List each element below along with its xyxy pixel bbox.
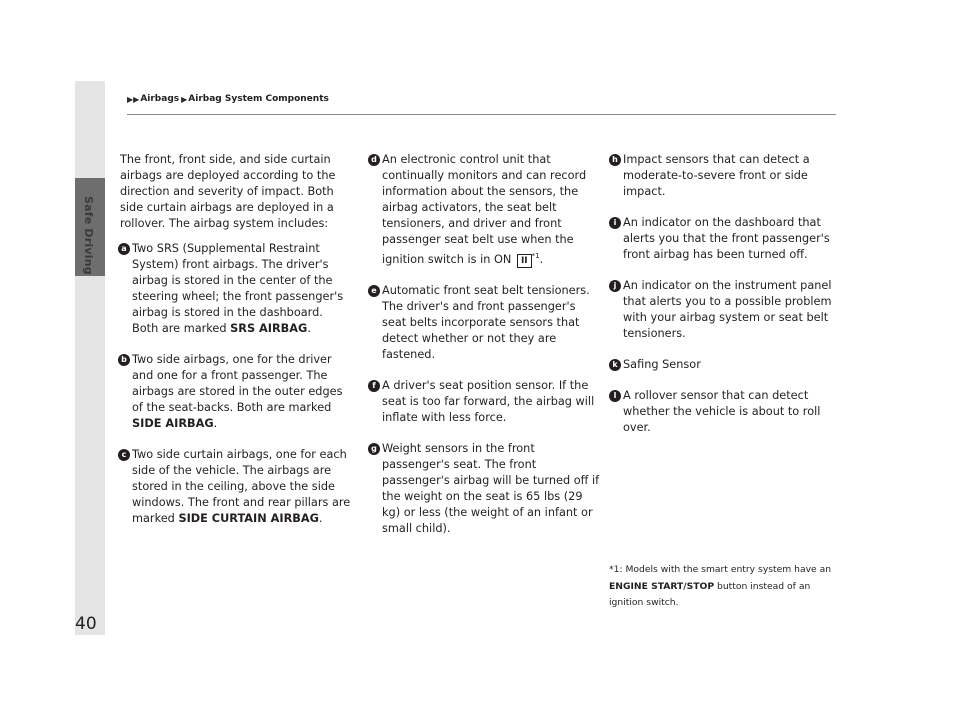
list-item — [368, 441, 600, 537]
item-text: An indicator on the instrument panel that alerts you to a possible problem with your airbag system or seat belt tensioners. — [623, 279, 832, 340]
item-text: An electronic control unit that continually monitors and can record information about the sensors, the airbag activators, the seat belt tensioners, and driver and front passenger seat belt use when the ignition switch is in ON — [382, 153, 587, 266]
header-divider — [127, 114, 836, 115]
item-bold-label: SIDE AIRBAG — [132, 417, 214, 430]
list-item: d An electronic control unit that continually monitors and can record information about the sensors, the airbag activators, the seat belt tensioners, and driver and front passenger seat belt use when the ignition switch is in ON II $^{*1}$. — [368, 152, 600, 268]
page-number: 40 — [75, 614, 97, 634]
item-number-badge: h — [609, 154, 621, 166]
item-bold-label: SIDE CURTAIN AIRBAG — [178, 512, 319, 525]
item-number-badge: k — [609, 359, 621, 371]
breadcrumb — [127, 94, 329, 104]
item-number-badge: b — [118, 354, 130, 366]
item-text: Two side curtain airbags, one for each side of the vehicle. The airbags are stored in the ceiling, above the side windows. The front and rear pillars are marked — [132, 448, 351, 525]
item-number-badge: j — [609, 280, 621, 292]
item-text: Two side airbags, one for the driver and one for a front passenger. The airbags are stored in the outer edges of the seat-backs. Both are marked — [132, 353, 343, 414]
item-number-badge: c — [118, 449, 130, 461]
ignition-position-icon: II — [517, 254, 532, 268]
list-item: b Two side airbags, one for the driver and one for a front passenger. The airbags are stored in the outer edges of the seat-backs. Both are marked SIDE AIRBAG. — [118, 352, 352, 432]
list-item: c Two side curtain airbags, one for each side of the vehicle. The airbags are stored in the ceiling, above the side windows. The front and rear pillars are marked SIDE CURTAIN AIRBAG. — [118, 447, 352, 527]
list-item — [368, 283, 600, 363]
list-item — [368, 378, 600, 426]
footnote-ref[interactable]: *1 — [531, 252, 540, 260]
item-number-badge: a — [118, 243, 130, 255]
triangle-right-icon: ▶ — [181, 94, 188, 104]
list-item — [609, 215, 841, 263]
item-text: Weight sensors in the front passenger's seat. The front passenger's airbag will be turned off if the weight on the seat is 65 lbs (29 kg) or less (the weight of an infant or small child). — [382, 441, 600, 535]
item-number-badge: e — [368, 285, 380, 297]
breadcrumb-current: Airbag System Components — [188, 94, 329, 104]
intro-paragraph: The front, front side, and side curtain airbags are deployed according to the direction and severity of impact. Both side curtain airbags are deployed in a rollover. The airbag system includes: — [120, 153, 336, 230]
column-3 — [609, 152, 841, 451]
item-number-badge: d — [368, 154, 380, 166]
item-text: A driver's seat position sensor. If the seat is too far forward, the airbag will inflate with less force. — [382, 378, 595, 424]
item-text: A rollover sensor that can detect whether the vehicle is about to roll over. — [623, 389, 821, 434]
item-number-badge: l — [609, 390, 621, 402]
triangle-right-icon: ▶▶ — [127, 94, 140, 104]
column-2 — [368, 152, 600, 552]
breadcrumb-airbags[interactable]: Airbags — [140, 94, 180, 104]
item-text: Impact sensors that can detect a moderate-to-severe front or side impact. — [623, 153, 810, 198]
item-number-badge: f — [368, 380, 380, 392]
section-label: Safe Driving — [82, 196, 95, 275]
item-text: Automatic front seat belt tensioners. The driver's and front passenger's seat belts incorporate sensors that detect whether or not they are fastened. — [382, 283, 590, 361]
item-text: Safing Sensor — [623, 358, 701, 371]
item-number-badge: g — [368, 443, 380, 455]
item-number-badge: i — [609, 217, 621, 229]
column-1 — [118, 152, 352, 542]
list-item — [609, 357, 841, 373]
footnote-bold: ENGINE START/STOP — [609, 580, 715, 592]
list-item — [609, 388, 841, 436]
item-text: Two SRS (Supplemental Restraint System) front airbags. The driver's airbag is stored in the center of the steering wheel; the front passenger's airbag is stored in the dashboard. Both are marked — [132, 242, 344, 335]
list-item — [609, 152, 841, 200]
list-item — [609, 278, 841, 342]
list-item: a Two SRS (Supplemental Restraint System) front airbags. The driver's airbag is stored in the center of the steering wheel; the front passenger's airbag is stored in the dashboard. Both are marked SRS AIRBAG. — [118, 241, 352, 337]
item-text: An indicator on the dashboard that alerts you that the front passenger's front airbag has been turned off. — [623, 216, 830, 261]
footnote: *1: Models with the smart entry system have an ENGINE START/STOP button instead of an ignition switch. — [609, 564, 832, 608]
item-bold-label: SRS AIRBAG — [230, 322, 308, 335]
sidebar-strip — [75, 81, 105, 635]
